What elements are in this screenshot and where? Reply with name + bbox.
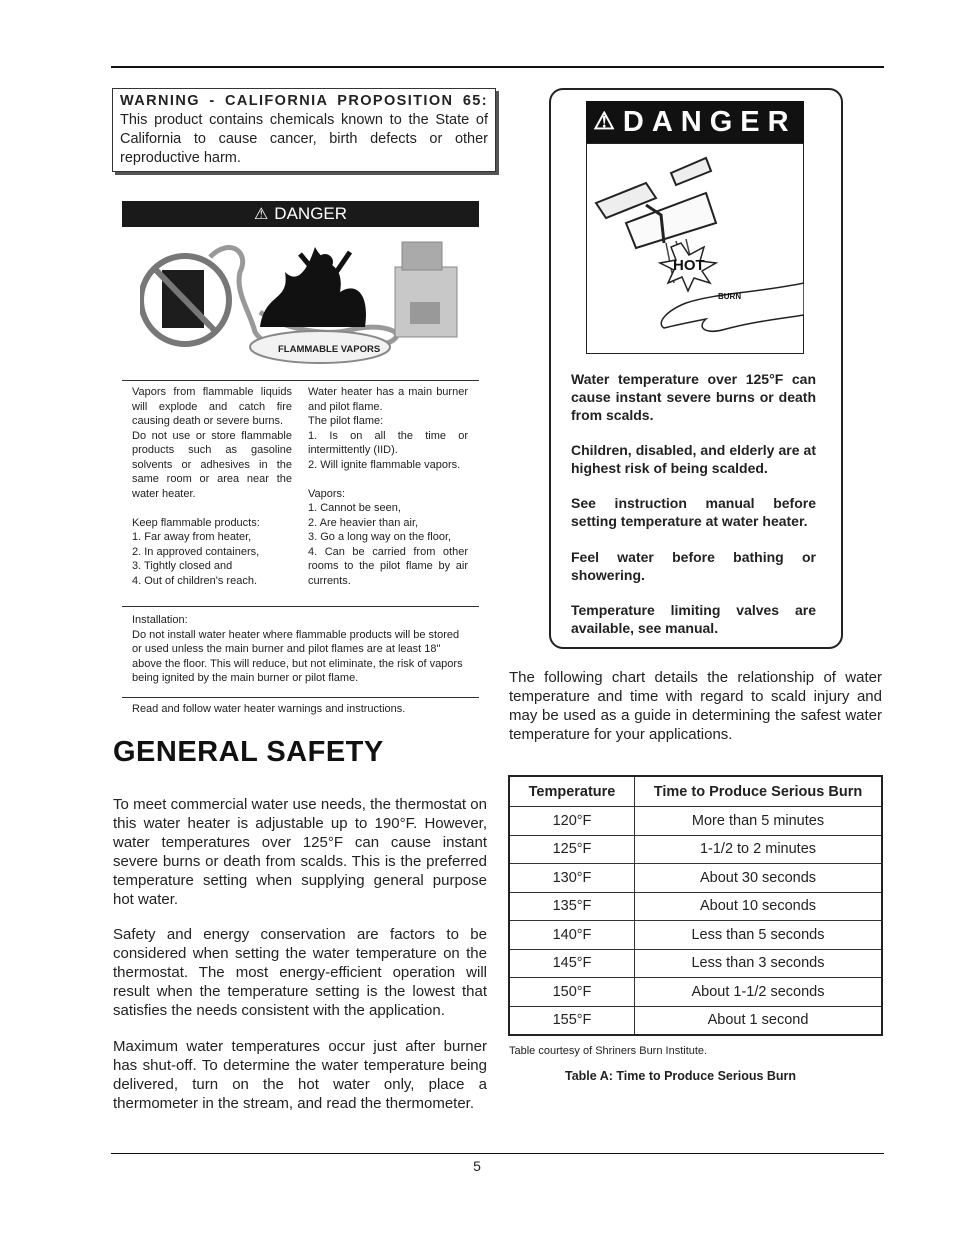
temperature-cell: 145°F <box>509 949 635 978</box>
burn-time-cell: About 1-1/2 seconds <box>635 978 883 1007</box>
scald-warning-text: Water temperature over 125°F can cause instant severe burns or death from scalds. <box>571 371 816 423</box>
temperature-cell: 150°F <box>509 978 635 1007</box>
paragraph: Maximum water temperatures occur just after burner has shut-off. To determine the water temperature being delivered, turn on the hot water only, place a thermometer in the stream, and read the thermometer. <box>113 1038 487 1112</box>
divider-line <box>122 380 479 381</box>
temperature-cell: 135°F <box>509 892 635 921</box>
table-row <box>509 807 882 836</box>
person-icon <box>317 254 333 270</box>
scald-warning-text: Feel water before bathing or showering. <box>571 549 816 583</box>
table-row <box>509 949 882 978</box>
scald-warning-text: See instruction manual before setting temperature at water heater. <box>571 495 816 529</box>
scald-warning-text: Children, disabled, and elderly are at highest risk of being scalded. <box>571 442 816 476</box>
burn-art-label: BURN <box>718 292 742 301</box>
column-header: Temperature <box>509 776 635 807</box>
table-row <box>509 892 882 921</box>
table-header-row <box>509 776 882 807</box>
divider-line <box>122 697 479 698</box>
burn-time-cell: More than 5 minutes <box>635 807 883 836</box>
paragraph: To meet commercial water use needs, the thermostat on this water heater is adjustable up to 190°F. However, water temperatures over 125°F can cause instant severe burns or death from scalds. This is the preferred temperature setting when supplying general purpose hot water. <box>113 796 487 908</box>
bottom-rule <box>111 1153 884 1154</box>
table-row <box>509 978 882 1007</box>
scald-danger-banner <box>586 101 804 143</box>
flammable-warning-col2 <box>308 385 468 588</box>
top-rule <box>111 66 884 68</box>
flammables-art-label: FLAMMABLES <box>170 329 211 335</box>
table-row <box>509 921 882 950</box>
hot-water-faucet-illustration <box>586 143 804 354</box>
prop65-body: This product contains chemicals known to the State of California to cause cancer, birth defects or other reproductive harm. <box>120 112 488 166</box>
burn-time-cell: 1-1/2 to 2 minutes <box>635 835 883 864</box>
flammable-warning-col1 <box>132 385 292 588</box>
flammable-vapors-label: FLAMMABLE VAPORS <box>278 344 381 355</box>
warning-triangle-icon: ⚠ <box>253 206 269 223</box>
prop65-warning-box <box>112 88 496 172</box>
temperature-cell: 120°F <box>509 807 635 836</box>
installation-warning <box>132 613 468 686</box>
divider-line <box>122 606 479 607</box>
temperature-cell: 125°F <box>509 835 635 864</box>
prop65-heading: WARNING - CALIFORNIA PROPOSITION 65: <box>120 93 488 109</box>
flammable-vapors-text: Vapors from flammable liquids will explode and catch fire causing death or severe burns. Do not use or store flammable products such as gasoline solvents or adhesives in the same room or area near the water heater. Keep flammable products: 1. Far away from heater, 2. In approved containers, 3. Tightly closed and 4. Out of children's reach. <box>132 386 292 587</box>
table-row <box>509 864 882 893</box>
burn-time-cell: About 1 second <box>635 1006 883 1035</box>
table-caption: Table A: Time to Produce Serious Burn <box>565 1069 797 1083</box>
warning-triangle-icon: ⚠ <box>593 108 615 135</box>
burn-time-table <box>508 775 883 1036</box>
table-source-note: Table courtesy of Shriners Burn Institute. <box>509 1045 708 1057</box>
installation-text: Installation: Do not install water heater where flammable products will be stored or used unless the main burner and pilot flames are at least 18" above the floor. This will reduce, but not eliminate, the risk of vapors being ignited by the main burner or pilot flame. <box>132 614 463 684</box>
table-row <box>509 835 882 864</box>
column-header: Time to Produce Serious Burn <box>635 776 883 807</box>
paragraph: Safety and energy conservation are factors to be considered when setting the water temperature on the thermostat. The most energy-efficient operation will result when the temperature setting is the lowest that satisfies the needs consistent with the application. <box>113 926 487 1019</box>
table-row <box>509 1006 882 1035</box>
burn-time-cell: Less than 5 seconds <box>635 921 883 950</box>
flames-icon <box>260 247 366 327</box>
burn-time-cell: About 10 seconds <box>635 892 883 921</box>
read-follow-text: Read and follow water heater warnings and instructions. <box>132 703 406 715</box>
flammable-vapors-illustration <box>140 232 465 372</box>
section-title: GENERAL SAFETY <box>113 736 384 768</box>
temperature-cell: 155°F <box>509 1006 635 1035</box>
chart-intro-paragraph: The following chart details the relationship of water temperature and time with regard to scald injury and may be used as a guide in determining the safest water temperature for your applications. <box>509 669 882 743</box>
burn-time-cell: About 30 seconds <box>635 864 883 893</box>
pilot-flame-text: Water heater has a main burner and pilot flame. The pilot flame: 1. Is on all the time or intermittently (IID). 2. Will ignite flammable vapors. Vapors: 1. Cannot be seen, 2. Are heavier than air, 3. Go a long way on the floor, 4. Can be carried from other rooms to the pilot flame by air currents. <box>308 386 468 587</box>
hot-art-label: HOT <box>673 257 705 274</box>
burn-time-cell: Less than 3 seconds <box>635 949 883 978</box>
temperature-cell: 130°F <box>509 864 635 893</box>
page-number: 5 <box>473 1158 481 1174</box>
flammable-danger-banner <box>122 201 479 227</box>
flammable-danger-title: DANGER <box>274 204 348 223</box>
scald-warning-text: Temperature limiting valves are available, see manual. <box>571 602 816 636</box>
temperature-cell: 140°F <box>509 921 635 950</box>
scald-danger-title: DANGER <box>622 106 797 138</box>
